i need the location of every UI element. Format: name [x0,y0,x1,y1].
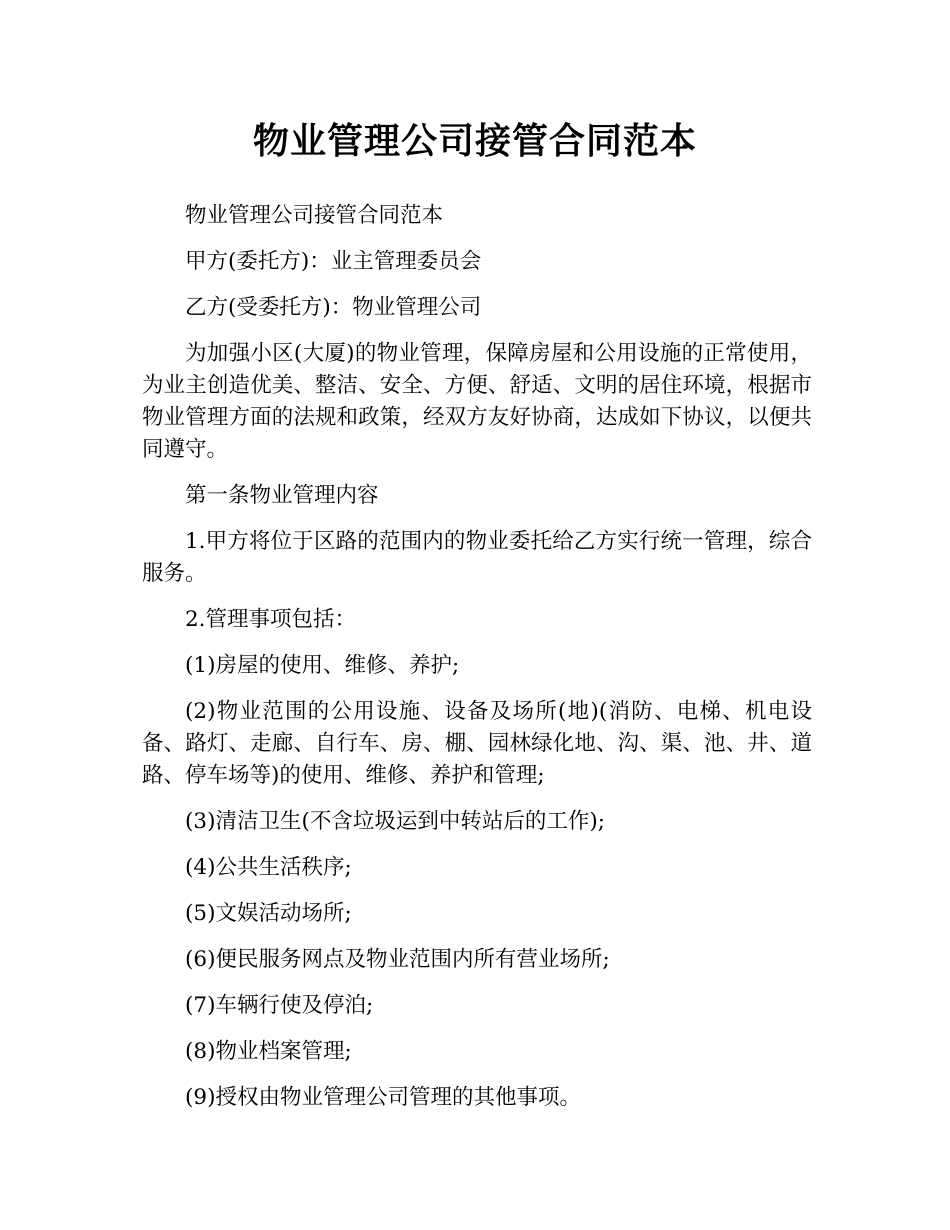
item-7-paragraph: (7)车辆行使及停泊; [185,993,374,1018]
item-1-paragraph: (1)房屋的使用、维修、养护; [185,653,460,678]
item-2-paragraph: (2)物业范围的公用设施、设备及场所(地)(消防、电梯、机电设备、路灯、走廊、自行车、房、棚、园林绿化地、沟、渠、池、井、道路、停车场等)的使用、维修、养护和管理; [142,699,812,788]
item-6-paragraph: (6)便民服务网点及物业范围内所有营业场所; [185,947,610,972]
clause-2-paragraph: 2.管理事项包括： [185,607,357,632]
subtitle-paragraph: 物业管理公司接管合同范本 [185,203,444,228]
party-a-paragraph: 甲方(委托方)：业主管理委员会 [185,249,482,274]
article-one-heading: 第一条物业管理内容 [185,483,379,508]
item-8-paragraph: (8)物业档案管理; [185,1039,352,1064]
clause-1-paragraph: 1.甲方将位于区路的范围内的物业委托给乙方实行统一管理，综合服务。 [142,529,812,586]
document-body [142,200,812,1128]
item-3-paragraph: (3)清洁卫生(不含垃圾运到中转站后的工作); [185,809,605,834]
item-5-paragraph: (5)文娱活动场所; [185,901,352,926]
party-b-paragraph: 乙方(受委托方)：物业管理公司 [185,295,482,320]
item-9-paragraph: (9)授权由物业管理公司管理的其他事项。 [185,1085,581,1110]
item-4-paragraph: (4)公共生活秩序; [185,855,352,880]
document-title: 物业管理公司接管合同范本 [252,121,697,162]
preamble-paragraph: 为加强小区(大厦)的物业管理，保障房屋和公用设施的正常使用，为业主创造优美、整洁、安全、方便、舒适、文明的居住环境，根据市物业管理方面的法规和政策，经双方友好协商，达成如下协议，以便共同遵守。 [142,341,812,462]
